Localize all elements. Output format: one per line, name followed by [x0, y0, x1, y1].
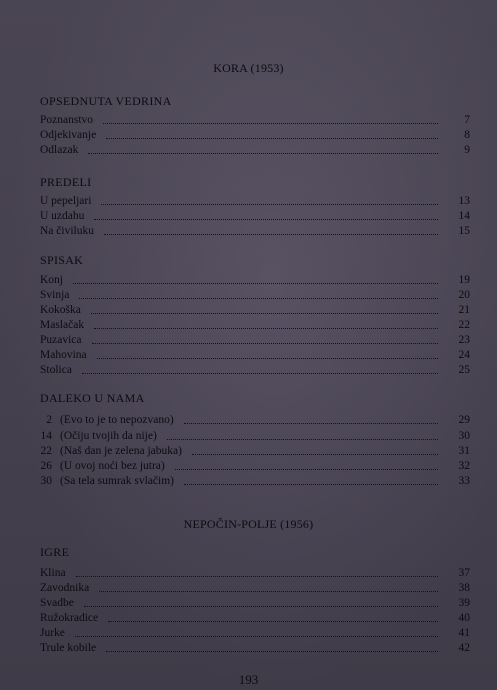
- entry-page-number: 7: [464, 114, 470, 126]
- book-title-kora: KORA (1953): [213, 61, 284, 75]
- toc-entry: [40, 127, 470, 142]
- dot-leader: [94, 328, 438, 329]
- entry-page-number: 40: [458, 612, 470, 624]
- entry-page-number: 33: [458, 475, 470, 487]
- toc-entry: [40, 347, 470, 362]
- entry-title: Na čiviluku: [40, 225, 94, 237]
- entry-title: U pepeljari: [40, 195, 92, 207]
- dot-leader: [184, 484, 438, 485]
- entry-title: [40, 429, 161, 443]
- dot-leader: [103, 123, 438, 124]
- entry-page-number: 32: [458, 460, 470, 472]
- dot-leader: [184, 423, 438, 424]
- entry-title: Jurke: [40, 627, 65, 639]
- entry-title: [40, 474, 178, 488]
- entry-poem-number: 30: [40, 475, 52, 487]
- dot-leader: [108, 621, 438, 622]
- entry-page-number: 37: [458, 567, 470, 579]
- dot-leader: [75, 636, 438, 637]
- entry-title-text: (Očiju tvojih da nije): [60, 430, 157, 442]
- entry-title: Stolica: [40, 364, 72, 376]
- dot-leader: [91, 313, 438, 314]
- entry-title: Svadbe: [40, 597, 74, 609]
- dot-leader: [101, 204, 438, 205]
- toc-entry: [40, 362, 470, 377]
- toc-entry: [40, 580, 470, 595]
- toc-entry: [40, 595, 470, 610]
- toc-entry: [40, 223, 470, 238]
- entry-page-number: 21: [458, 304, 470, 316]
- dot-leader: [106, 138, 438, 139]
- entry-page-number: 19: [458, 274, 470, 286]
- entry-title: U uzdahu: [40, 210, 85, 222]
- section-heading-spisak: SPISAK: [40, 253, 84, 267]
- toc-entry: [40, 287, 470, 302]
- dot-leader: [73, 283, 438, 284]
- toc-entry: [40, 640, 470, 655]
- entry-page-number: 13: [458, 195, 470, 207]
- dot-leader: [106, 651, 438, 652]
- entry-title: [40, 444, 186, 458]
- entry-page-number: 25: [458, 364, 470, 376]
- toc-entry: [40, 317, 470, 332]
- toc-entry: [40, 142, 470, 157]
- entry-page-number: 41: [458, 627, 470, 639]
- dot-leader: [175, 469, 438, 470]
- entry-page-number: 30: [458, 430, 470, 442]
- dot-leader: [84, 606, 438, 607]
- toc-entry: [40, 302, 470, 317]
- entry-title: Svinja: [40, 289, 70, 301]
- dot-leader: [167, 439, 438, 440]
- entry-title: Maslačak: [40, 319, 85, 331]
- book-title-nepocin-polje: NEPOČIN-POLJE (1956): [183, 517, 314, 531]
- dot-leader: [94, 219, 438, 220]
- dot-leader: [76, 576, 438, 577]
- entry-page-number: 22: [458, 319, 470, 331]
- entry-title-text: (Naš dan je zelena jabuka): [60, 445, 182, 457]
- toc-entry: [40, 428, 470, 443]
- dot-leader: [99, 591, 438, 592]
- entry-page-number: 14: [458, 210, 470, 222]
- entry-page-number: 31: [458, 445, 470, 457]
- entry-page-number: 20: [458, 289, 470, 301]
- dot-leader: [79, 298, 438, 299]
- toc-entry: [40, 272, 470, 287]
- entry-page-number: 15: [458, 225, 470, 237]
- entry-title: Trule kobile: [40, 642, 97, 654]
- dot-leader: [192, 454, 438, 455]
- entry-title: Odlazak: [40, 144, 79, 156]
- entry-page-number: 9: [464, 144, 470, 156]
- entry-title-text: (U ovoj noći bez jutra): [60, 460, 165, 472]
- entry-title: Zavodnika: [40, 582, 90, 594]
- toc-entry: [40, 412, 470, 427]
- entry-page-number: 8: [464, 129, 470, 141]
- entry-poem-number: 14: [40, 430, 52, 442]
- entry-title: Ružokradice: [40, 612, 99, 624]
- section-heading-igre: IGRE: [40, 545, 70, 559]
- dot-leader: [97, 358, 438, 359]
- entry-title: Odjekivanje: [40, 129, 97, 141]
- entry-title: Mahovina: [40, 349, 87, 361]
- toc-entry: [40, 625, 470, 640]
- entry-title: [40, 413, 178, 427]
- toc-entry: [40, 458, 470, 473]
- section-heading-predeli: PREDELI: [40, 175, 92, 189]
- entry-page-number: 42: [458, 642, 470, 654]
- entry-poem-number: 22: [40, 445, 52, 457]
- section-heading-daleko-u-nama: DALEKO U NAMA: [40, 391, 145, 405]
- entry-page-number: 24: [458, 349, 470, 361]
- dot-leader: [92, 343, 438, 344]
- entry-title: [40, 459, 169, 473]
- entry-page-number: 38: [458, 582, 470, 594]
- entry-poem-number: 26: [40, 460, 52, 472]
- toc-entry: [40, 332, 470, 347]
- section-heading-opsednuta-vedrina: OPSEDNUTA VEDRINA: [40, 94, 172, 108]
- toc-entry: [40, 443, 470, 458]
- entry-page-number: 23: [458, 334, 470, 346]
- entry-page-number: 39: [458, 597, 470, 609]
- entry-page-number: 29: [458, 414, 470, 426]
- entry-title: Kokoška: [40, 304, 81, 316]
- dot-leader: [88, 153, 438, 154]
- toc-entry: [40, 565, 470, 580]
- entry-title: Poznanstvo: [40, 114, 94, 126]
- dot-leader: [82, 373, 438, 374]
- toc-entry: [40, 610, 470, 625]
- entry-title-text: (Sa tela sumrak svlačim): [60, 475, 175, 487]
- page-number: 193: [238, 672, 259, 687]
- dot-leader: [104, 234, 438, 235]
- toc-entry: [40, 473, 470, 488]
- entry-title: Konj: [40, 274, 63, 286]
- toc-entry: [40, 193, 470, 208]
- toc-entry: [40, 112, 470, 127]
- toc-entry: [40, 208, 470, 223]
- entry-title-text: (Evo to je to nepozvano): [60, 414, 174, 426]
- entry-title: Klina: [40, 567, 66, 579]
- entry-title: Puzavica: [40, 334, 82, 346]
- entry-poem-number: 2: [46, 414, 52, 426]
